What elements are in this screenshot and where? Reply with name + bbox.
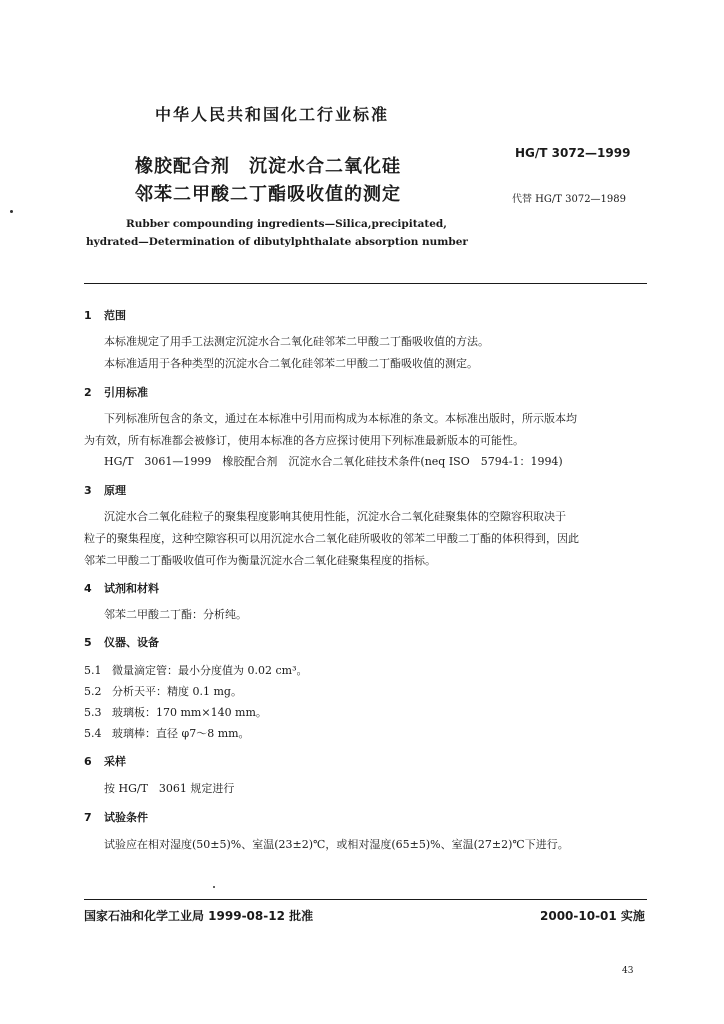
- reference-standard: HG/T 3061—1999 橡胶配合剂 沉淀水合二氧化硅技术条件(neq ISO 5794-1：1994): [104, 455, 563, 468]
- english-title-line-2: hydrated—Determination of dibutylphthalate absorption number: [86, 236, 468, 248]
- paragraph: 试验应在相对湿度(50±5)%、室温(23±2)℃，或相对湿度(65±5)%、室温(27±2)℃下进行。: [104, 838, 569, 851]
- replaces-note: 代替 HG/T 3072—1989: [512, 194, 627, 205]
- section-5-heading: [84, 634, 159, 650]
- section-title: 试剂和材料: [104, 582, 159, 595]
- item-text: 玻璃棒：直径 φ7～8 mm。: [112, 727, 250, 740]
- scan-speck: [213, 886, 215, 888]
- paragraph: 按 HG/T 3061 规定进行: [104, 782, 235, 795]
- title-line-1: 橡胶配合剂 沉淀水合二氧化硅: [135, 156, 401, 177]
- english-title-line-1: Rubber compounding ingredients—Silica,precipitated,: [126, 218, 447, 230]
- section-title: 原理: [104, 484, 126, 497]
- paragraph: 邻苯二甲酸二丁酯吸收值可作为衡量沉淀水合二氧化硅聚集程度的指标。: [84, 554, 436, 567]
- section-title: 试验条件: [104, 811, 148, 824]
- section-title: 引用标准: [104, 386, 148, 399]
- issuer-approval: 国家石油和化学工业局 1999-08-12 批准: [84, 909, 314, 923]
- list-item: [84, 704, 267, 720]
- page-number: 43: [622, 966, 634, 976]
- item-number: 5.3: [84, 706, 102, 719]
- title-line-2: 邻苯二甲酸二丁酯吸收值的测定: [135, 184, 401, 205]
- section-number: 2: [84, 386, 92, 399]
- item-number: 5.2: [84, 685, 102, 698]
- effective-date: 2000-10-01 实施: [540, 909, 645, 923]
- item-number: 5.1: [84, 664, 102, 677]
- section-number: 5: [84, 636, 92, 649]
- paragraph: 为有效，所有标准都会被修订，使用本标准的各方应探讨使用下列标准最新版本的可能性。: [84, 434, 524, 447]
- paragraph: 粒子的聚集程度，这种空隙容积可以用沉淀水合二氧化硅所吸收的邻苯二甲酸二丁酯的体积得到，因此: [84, 532, 579, 545]
- paragraph: 邻苯二甲酸二丁酯：分析纯。: [104, 608, 247, 621]
- footer-rule: [84, 899, 647, 900]
- section-title: 采样: [104, 755, 126, 768]
- section-1-heading: [84, 307, 126, 323]
- standard-type: 中华人民共和国化工行业标准: [155, 105, 390, 124]
- list-item: [84, 683, 242, 699]
- paragraph: 本标准规定了用手工法测定沉淀水合二氧化硅邻苯二甲酸二丁酯吸收值的方法。: [104, 335, 489, 348]
- section-4-heading: [84, 580, 159, 596]
- list-item: [84, 725, 250, 741]
- standard-code: HG/T 3072—1999: [515, 146, 631, 160]
- list-item: [84, 662, 308, 678]
- section-number: 6: [84, 755, 92, 768]
- item-text: 玻璃板：170 mm×140 mm。: [112, 706, 267, 719]
- section-6-heading: [84, 753, 126, 769]
- section-title: 范围: [104, 309, 126, 322]
- paragraph: 本标准适用于各种类型的沉淀水合二氧化硅邻苯二甲酸二丁酯吸收值的测定。: [104, 357, 478, 370]
- section-number: 1: [84, 309, 92, 322]
- scan-speck: [10, 210, 13, 213]
- section-number: 7: [84, 811, 92, 824]
- section-title: 仪器、设备: [104, 636, 159, 649]
- header-rule: [84, 283, 647, 284]
- item-text: 微量滴定管：最小分度值为 0.02 cm³。: [112, 664, 308, 677]
- section-7-heading: [84, 809, 148, 825]
- section-number: 4: [84, 582, 92, 595]
- section-2-heading: [84, 384, 148, 400]
- item-number: 5.4: [84, 727, 102, 740]
- section-number: 3: [84, 484, 92, 497]
- section-3-heading: [84, 482, 126, 498]
- item-text: 分析天平：精度 0.1 mg。: [112, 685, 242, 698]
- paragraph: 沉淀水合二氧化硅粒子的聚集程度影响其使用性能，沉淀水合二氧化硅聚集体的空隙容积取决于: [104, 510, 566, 523]
- paragraph: 下列标准所包含的条文，通过在本标准中引用而构成为本标准的条文。本标准出版时，所示版本均: [104, 412, 577, 425]
